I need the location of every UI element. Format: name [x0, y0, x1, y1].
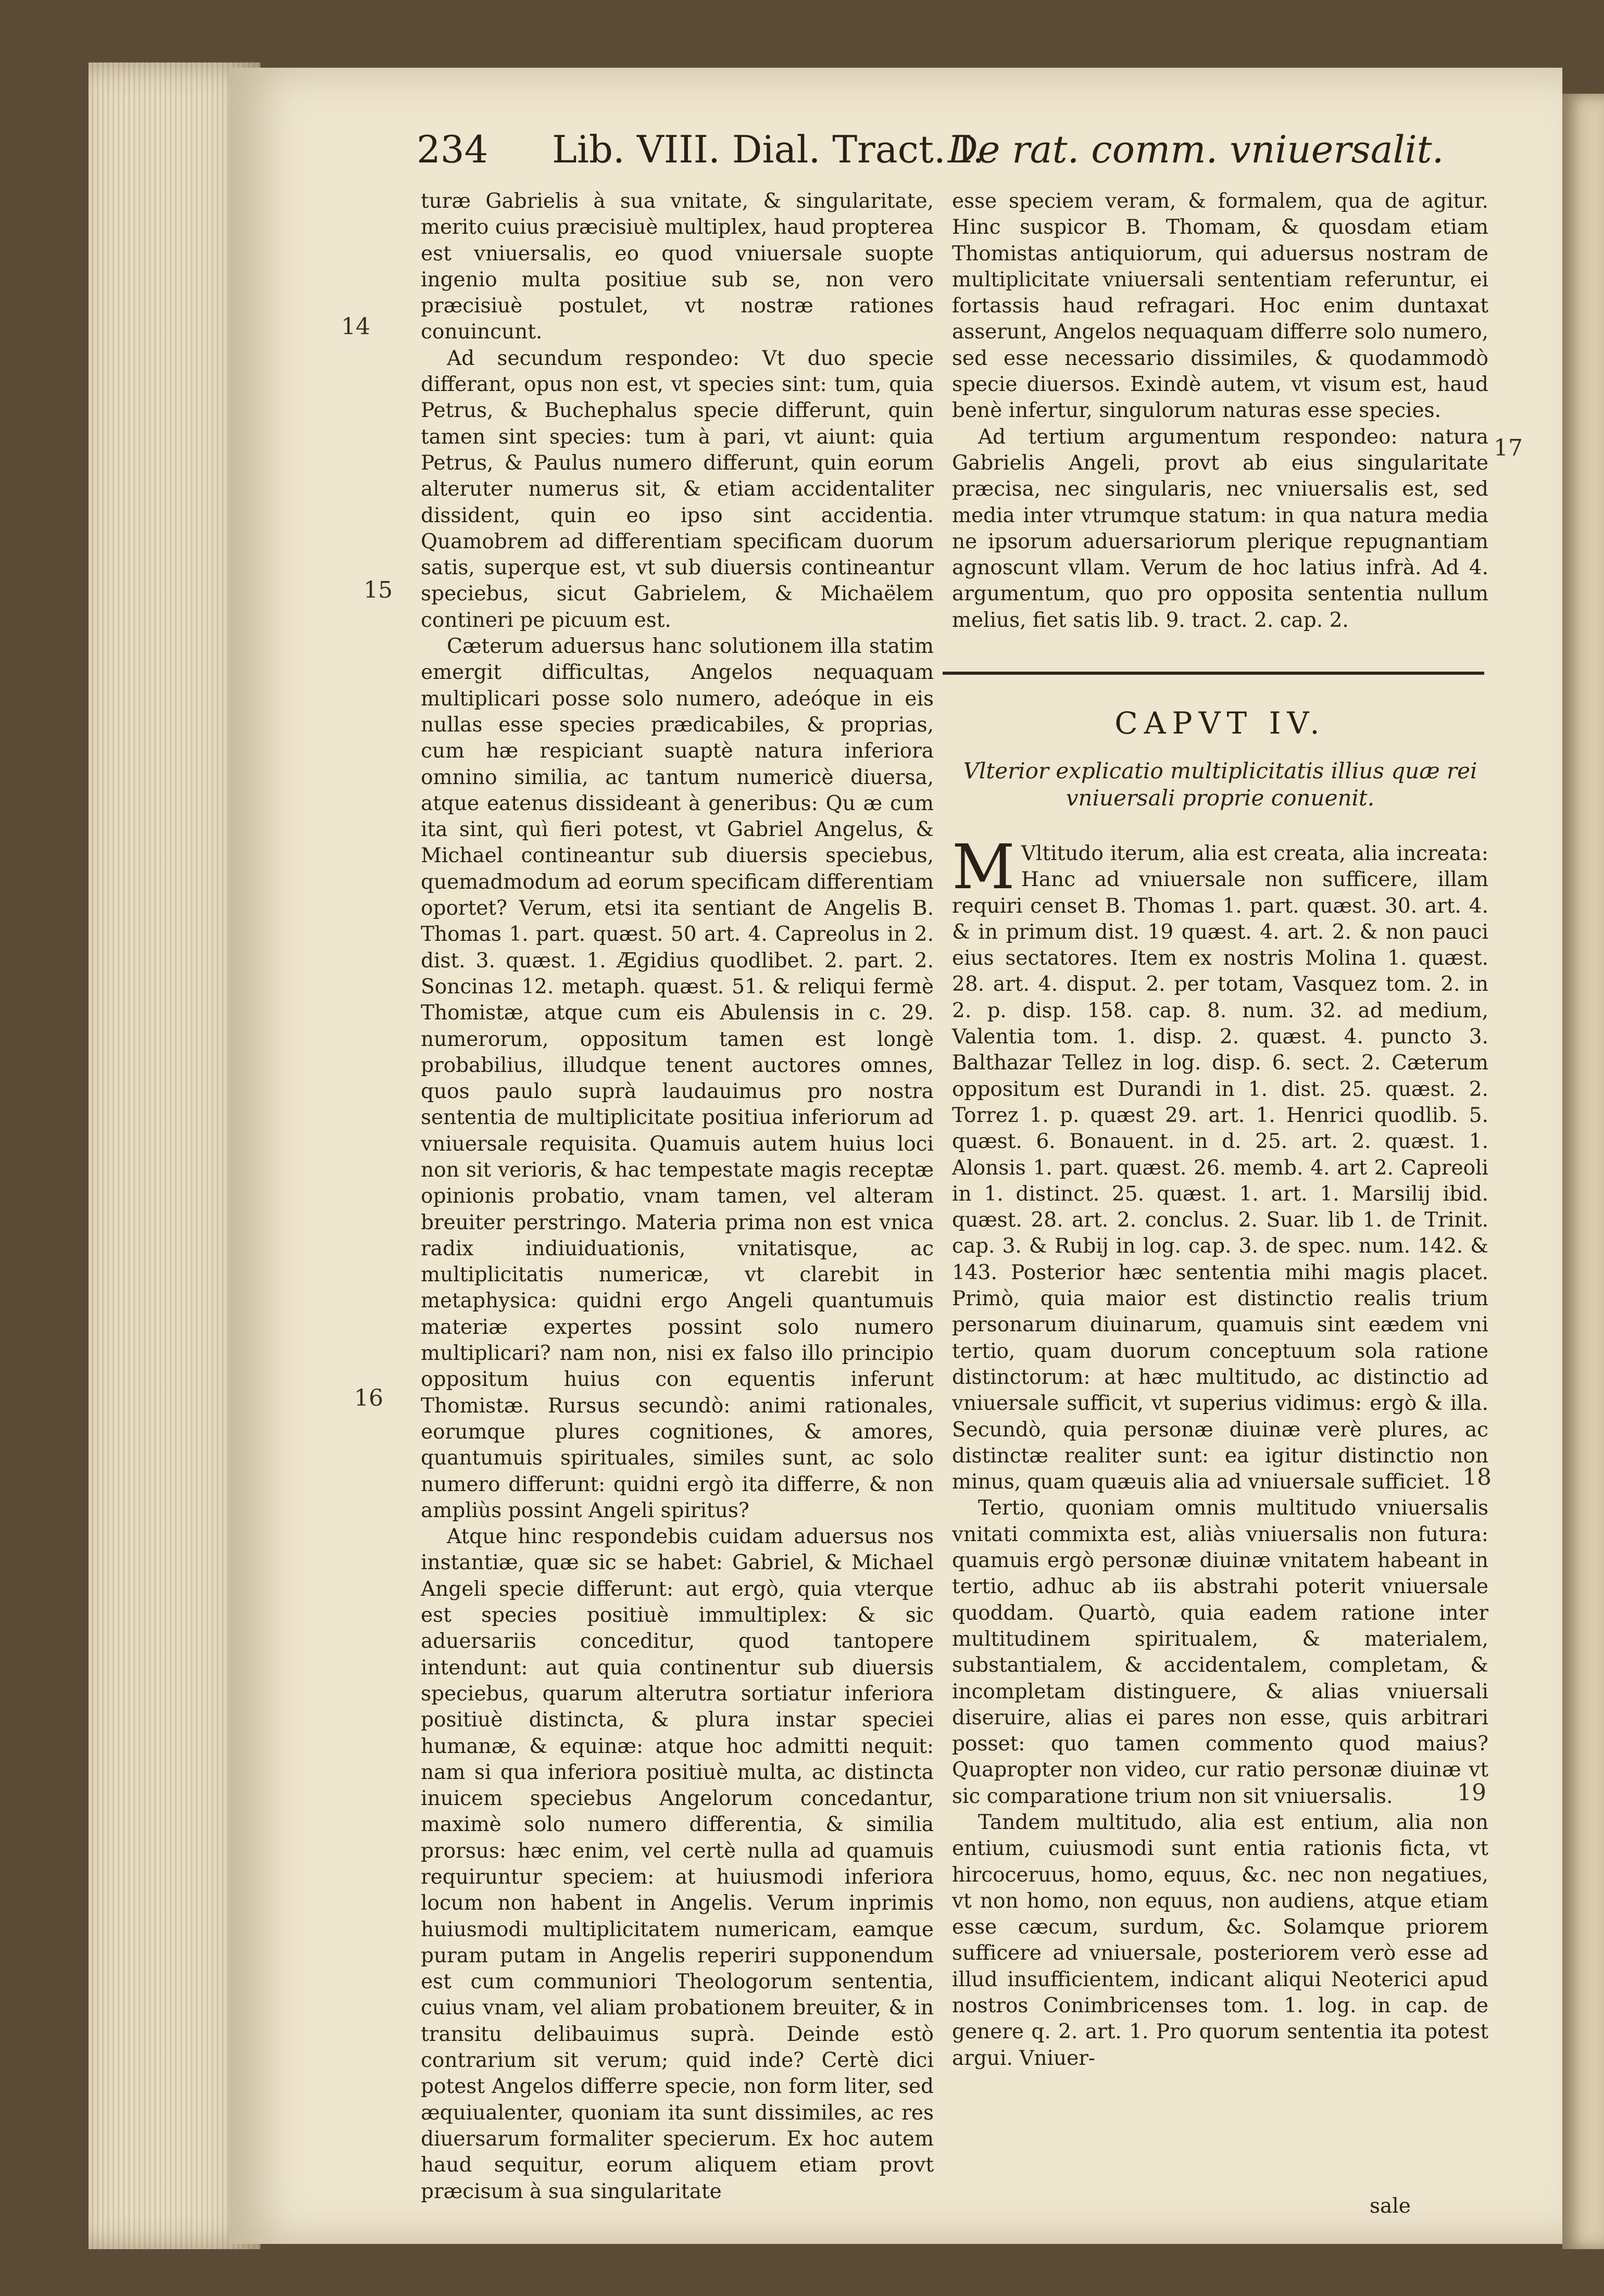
margin-number-16: 16: [354, 1385, 383, 1411]
margin-number-19: 19: [1457, 1780, 1486, 1806]
chapter-title: CAPVT IV.: [1114, 705, 1326, 741]
margin-number-14: 14: [341, 313, 370, 340]
right-paragraph: esse speciem veram, & formalem, qua de agitur. Hinc suspicor B. Thomam, & quosdam etiam Thomistas antiquiorum, qui aduersus nostram de multiplicitate vniuersali sententiam referuntur, ei fortassis haud refragari. Hoc enim duntaxat asserunt, Angelos nequaquam differre solo numero, sed esse necessario dissimiles, & quodammodò specie diuersos. Exindè autem, vt visum est, haud benè infertur, singulorum naturas esse species.: [952, 190, 1488, 423]
chapter-paragraph-text: Vltitudo iterum, alia est creata, alia increata: Hanc ad vniuersale non sufficere, illam requiri censet B. Thomas 1. part. quæst. 30. art. 4. & in primum dist. 19 quæst. 4. art. 2. & non pauci eius sectatores. Item ex nostris Molina 1. quæst. 28. art. 4. disput. 2. per totam, Vasquez tom. 2. in 2. p. disp. 158. cap. 8. num. 32. ad medium, Valentia tom. 1. disp. 2. quæst. 4. puncto 3. Balthazar Tellez in log. disp. 6. sect. 2. Cæterum oppositum est Durandi in 1. dist. 25. quæst. 2. Torrez 1. p. quæst 29. art. 1. Henrici quodlib. 5. quæst. 6. Bonauent. in d. 25. art. 2. quæst. 1. Alonsis 1. part. quæst. 26. memb. 4. art 2. Capreoli in 1. distinct. 25. quæst. 1. art. 1. Marsilij ibid. quæst. 28. art. 2. conclus. 2. Suar. lib 1. de Trinit. cap. 3. & Rubij in log. cap. 3. de spec. num. 142. & 143. Posterior hæc sententia mihi magis placet. Primò, quia maior est distinctio realis trium personarum diuinarum, quamuis sint eædem vni tertio, quam duorum conceptuum sola ratione distinctorum: at hæc multitudo, ac distinctio ad vniuersale sufficit, vt superius vidimus: ergò & illa. Secundò, quia personæ diuinæ verè plures, ac distinctæ realiter sunt: ea igitur distinctio non minus, quam quæuis alia ad vniuersale sufficiet.: [952, 842, 1488, 1494]
left-paragraph: Ad secundum respondeo: Vt duo specie differant, opus non est, vt species sint: tum, quia Petrus, & Buchephalus specie differunt, quin tamen sint species: tum à pari, vt aiunt: quia Petrus, & Paulus numero differunt, quin eorum alteruter numerus sit, & etiam accidentaliter dissident, quin eo ipso sint accidentia. Quamobrem ad differentiam specificam duorum satis, superque est, vt sub diuersis contineantur speciebus, sicut Gabrielem, & Michaëlem contineri pe picuum est.: [421, 346, 934, 632]
page-number: 234: [417, 128, 488, 171]
left-paragraph: turæ Gabrielis à sua vnitate, & singularitate, merito cuius præcisiuè multiplex, haud propterea est vniuersalis, eo quod vniuersale suopte ingenio multa positiue sub se, non vero præcisiuè postulet, vt nostræ rationes conuincunt.: [421, 190, 934, 344]
chapter-paragraph: Tandem multitudo, alia est entium, alia non entium, cuiusmodi sunt entia rationis ficta, vt hircoceruus, homo, equus, &c. nec non negatiues, vt non homo, non equus, non audiens, atque etiam esse cæcum, surdum, &c. Solamque priorem sufficere ad vniuersale, posteriorem verò esse ad illud insufficientem, indicant aliqui Neoterici apud nostros Conimbricenses tom. 1. log. in cap. de genere q. 2. art. 1. Pro quorum sententia ita potest argui. Vniuer-: [952, 1810, 1488, 2070]
chapter-subtitle: Vlterior explicatio multiplicitatis illius quæ rei vniuersali proprie conuenit.: [963, 758, 1477, 811]
left-column: [421, 188, 934, 2205]
right-column-top: [952, 188, 1488, 634]
margin-number-18: 18: [1462, 1464, 1492, 1491]
left-paragraph: Cæterum aduersus hanc solutionem illa statim emergit difficultas, Angelos nequaquam multiplicari posse solo numero, adeóque in eis nullas esse species prædicabiles, & proprias, cum hæ respiciant suaptè natura inferiora omnino similia, ac tantum numericè diuersa, atque eatenus dissideant à generibus: Qu æ cum ita sint, quì fieri potest, vt Gabriel Angelus, & Michael contineantur sub diuersis speciebus, quemadmodum ad eorum specificam differentiam oportet? Verum, etsi ita sentiant de Angelis B. Thomas 1. part. quæst. 50 art. 4. Capreolus in 2. dist. 3. quæst. 1. Ægidius quodlibet. 2. part. 2. Soncinas 12. metaph. quæst. 51. & reliqui fermè Thomistæ, atque cum eis Abulensis in c. 29. numerorum, oppositum tamen est longè probabilius, illudque tenent auctores omnes, quos paulo suprà laudauimus pro nostra sententia de multiplicitate positiua inferiorum ad vniuersale requisita. Quamuis autem huius loci non sit verioris, & hac tempestate magis receptæ opinionis probatio, vnam tamen, vel alteram breuiter perstringo. Materia prima non est vnica radix indiuiduationis, vnitatisque, ac multiplicitatis numericæ, vt clarebit in metaphysica: quidni ergo Angeli quantumuis materiæ expertes possint solo numero multiplicari? nam non, nisi ex falso illo principio oppositum huius con equentis inferunt Thomistæ. Rursus secundò: animi rationales, eorumque plures cognitiones, & amores, quantumuis spirituales, similes sunt, ac solo numero differunt: quidni ergò ita differre, & non ampliùs possint Angeli spiritus?: [421, 635, 934, 1522]
chapter-body: [952, 831, 1488, 2072]
right-paragraph: Ad tertium argumentum respondeo: natura Gabrielis Angeli, provt ab eius singularitate præcisa, nec singularis, nec vniuersalis est, sed media inter vtrumque statum: in qua natura media ne ipsorum aduersariorum plerique repugnantiam agnoscunt vllam. Verum de hoc latius infrà. Ad 4. argumentum, quo pro opposita sententia nullum melius, fiet satis lib. 9. tract. 2. cap. 2.: [952, 425, 1488, 632]
left-paragraph: Atque hinc respondebis cuidam aduersus nos instantiæ, quæ sic se habet: Gabriel, & Michael Angeli specie differunt: aut ergò, quia vterque est species positiuè immultiplex: & sic aduersariis conceditur, quod tantopere intendunt: aut quia continentur sub diuersis speciebus, quarum alterutra sortiatur inferiora positiuè distincta, & plura instar speciei humanæ, & equinæ: atque hoc admitti nequit: nam si qua inferiora positiuè multa, ac distincta inuicem speciebus Angelorum concedantur, maximè solo numero differentia, & similia prorsus: hæc enim, vel certè nulla ad quamuis requiruntur speciem: at huiusmodi inferiora locum non habent in Angelis. Verum inprimis huiusmodi multiplicitatem numericam, eamque puram putam in Angelis reperiri supponendum est cum communiori Theologorum sententia, cuius vnam, vel aliam probationem breuiter, & in transitu delibauimus suprà. Deinde estò contrarium sit verum; quid inde? Certè dici potest Angelos differre specie, non form liter, sed æquiualenter, quoniam ita sunt dissimiles, ac res diuersarum formaliter specierum. Ex hoc autem haud sequitur, eorum aliquem etiam provt præcisum à sua singularitate: [421, 1525, 934, 2203]
book-reference: Lib. VIII. Dial. Tract. I.: [552, 128, 985, 171]
catchword: sale: [1370, 2194, 1411, 2218]
chapter-paragraph: Tertio, quoniam omnis multitudo vniuersalis vnitati commixta est, aliàs vniuersalis non futura: quamuis ergò personæ diuinæ vnitatem habeant in tertio, adhuc ab iis abstrahi poterit vniuersale quoddam. Quartò, quia eadem ratione inter multitudinem spiritualem, & materialem, substantialem, & accidentalem, completam, & incompletam distinguere, & alias vniuersali diseruire, alias ei pares non esse, quis arbitrari posset: quo tamen commento quod maius? Quapropter non video, cur ratio personæ diuinæ vt sic comparatione trium non sit vniuersalis.: [952, 1496, 1488, 1808]
drop-cap: M: [952, 831, 1015, 903]
chapter-paragraph: [952, 831, 1488, 1495]
margin-number-15: 15: [364, 577, 393, 603]
running-title: De rat. comm. vniuersalit.: [948, 128, 1444, 171]
section-rule: [943, 672, 1484, 675]
facing-page-edge: [1562, 94, 1604, 2249]
running-header: [417, 128, 1484, 185]
margin-number-17: 17: [1494, 435, 1523, 461]
